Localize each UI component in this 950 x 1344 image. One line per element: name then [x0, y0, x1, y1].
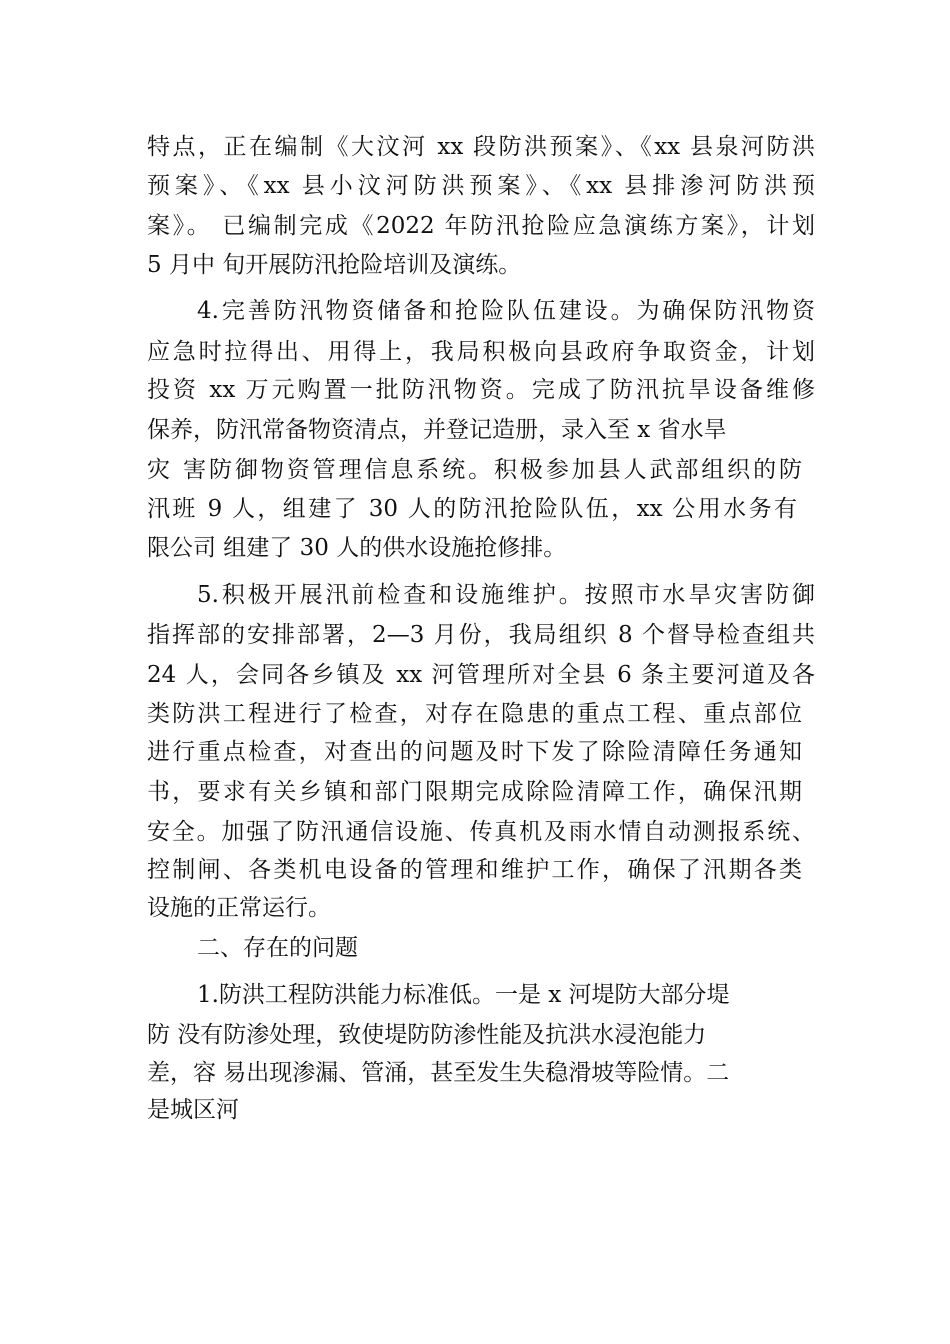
- text-line: 1.防洪工程防洪能力标准低。一是 x 河堤防大部分堤: [197, 982, 730, 1008]
- text-line: 是城区河: [147, 1097, 239, 1123]
- text-line: 特点，正在编制《大汶河 xx 段防洪预案》、《xx 县泉河防洪: [147, 134, 815, 160]
- text-line: 防 没有防渗处理，致使堤防防渗性能及抗洪水浸泡能力: [147, 1022, 707, 1048]
- text-line: 安全。加强了防汛通信设施、传真机及雨水情自动测报系统、: [147, 819, 815, 845]
- text-line: 指挥部的安排部署，2—3 月份，我局组织 8 个督导检查组共: [147, 622, 815, 648]
- text-line: 书，要求有关乡镇和部门限期完成除险清障工作，确保汛期: [147, 779, 802, 805]
- text-line: 设施的正常运行。: [147, 895, 331, 921]
- text-line: 差，容 易出现渗漏、管涌，甚至发生失稳滑坡等险情。二: [147, 1060, 730, 1086]
- text-line: 进行重点检查，对查出的问题及时下发了除险清障任务通知: [147, 739, 802, 765]
- text-line: 投资 xx 万元购置一批防汛物资。完成了防汛抗旱设备维修: [147, 377, 815, 403]
- text-line: 案》。 已编制完成《2022 年防汛抢险应急演练方案》，计划: [147, 213, 815, 239]
- text-line: 预案》、《xx 县小汶河防洪预案》、《xx 县排渗河防洪预: [147, 173, 815, 199]
- text-line: 保养，防汛常备物资清点，并登记造册，录入至 x 省水旱: [147, 417, 727, 443]
- text-line: 灾 害防御物资管理信息系统。积极参加县人武部组织的防: [147, 457, 802, 483]
- text-line: 汛班 9 人，组建了 30 人的防汛抢险队伍，xx 公用水务有: [147, 496, 797, 522]
- text-line: 4.完善防汛物资储备和抢险队伍建设。为确保防汛物资: [197, 298, 815, 324]
- text-line: 限公司 组建了 30 人的供水设施抢修排。: [147, 535, 567, 561]
- text-line: 类防洪工程进行了检查，对存在隐患的重点工程、重点部位: [147, 701, 802, 727]
- text-line: 控制闸、各类机电设备的管理和维护工作，确保了汛期各类: [147, 857, 802, 883]
- text-line: 5 月中 旬开展防汛抢险培训及演练。: [147, 252, 522, 278]
- text-line: 24 人，会同各乡镇及 xx 河管理所对全县 6 条主要河道及各: [147, 662, 815, 688]
- text-line: 5.积极开展汛前检查和设施维护。按照市水旱灾害防御: [197, 582, 815, 608]
- text-line: 应急时拉得出、用得上，我局积极向县政府争取资金，计划: [147, 339, 815, 365]
- text-line: 二、存在的问题: [197, 935, 358, 961]
